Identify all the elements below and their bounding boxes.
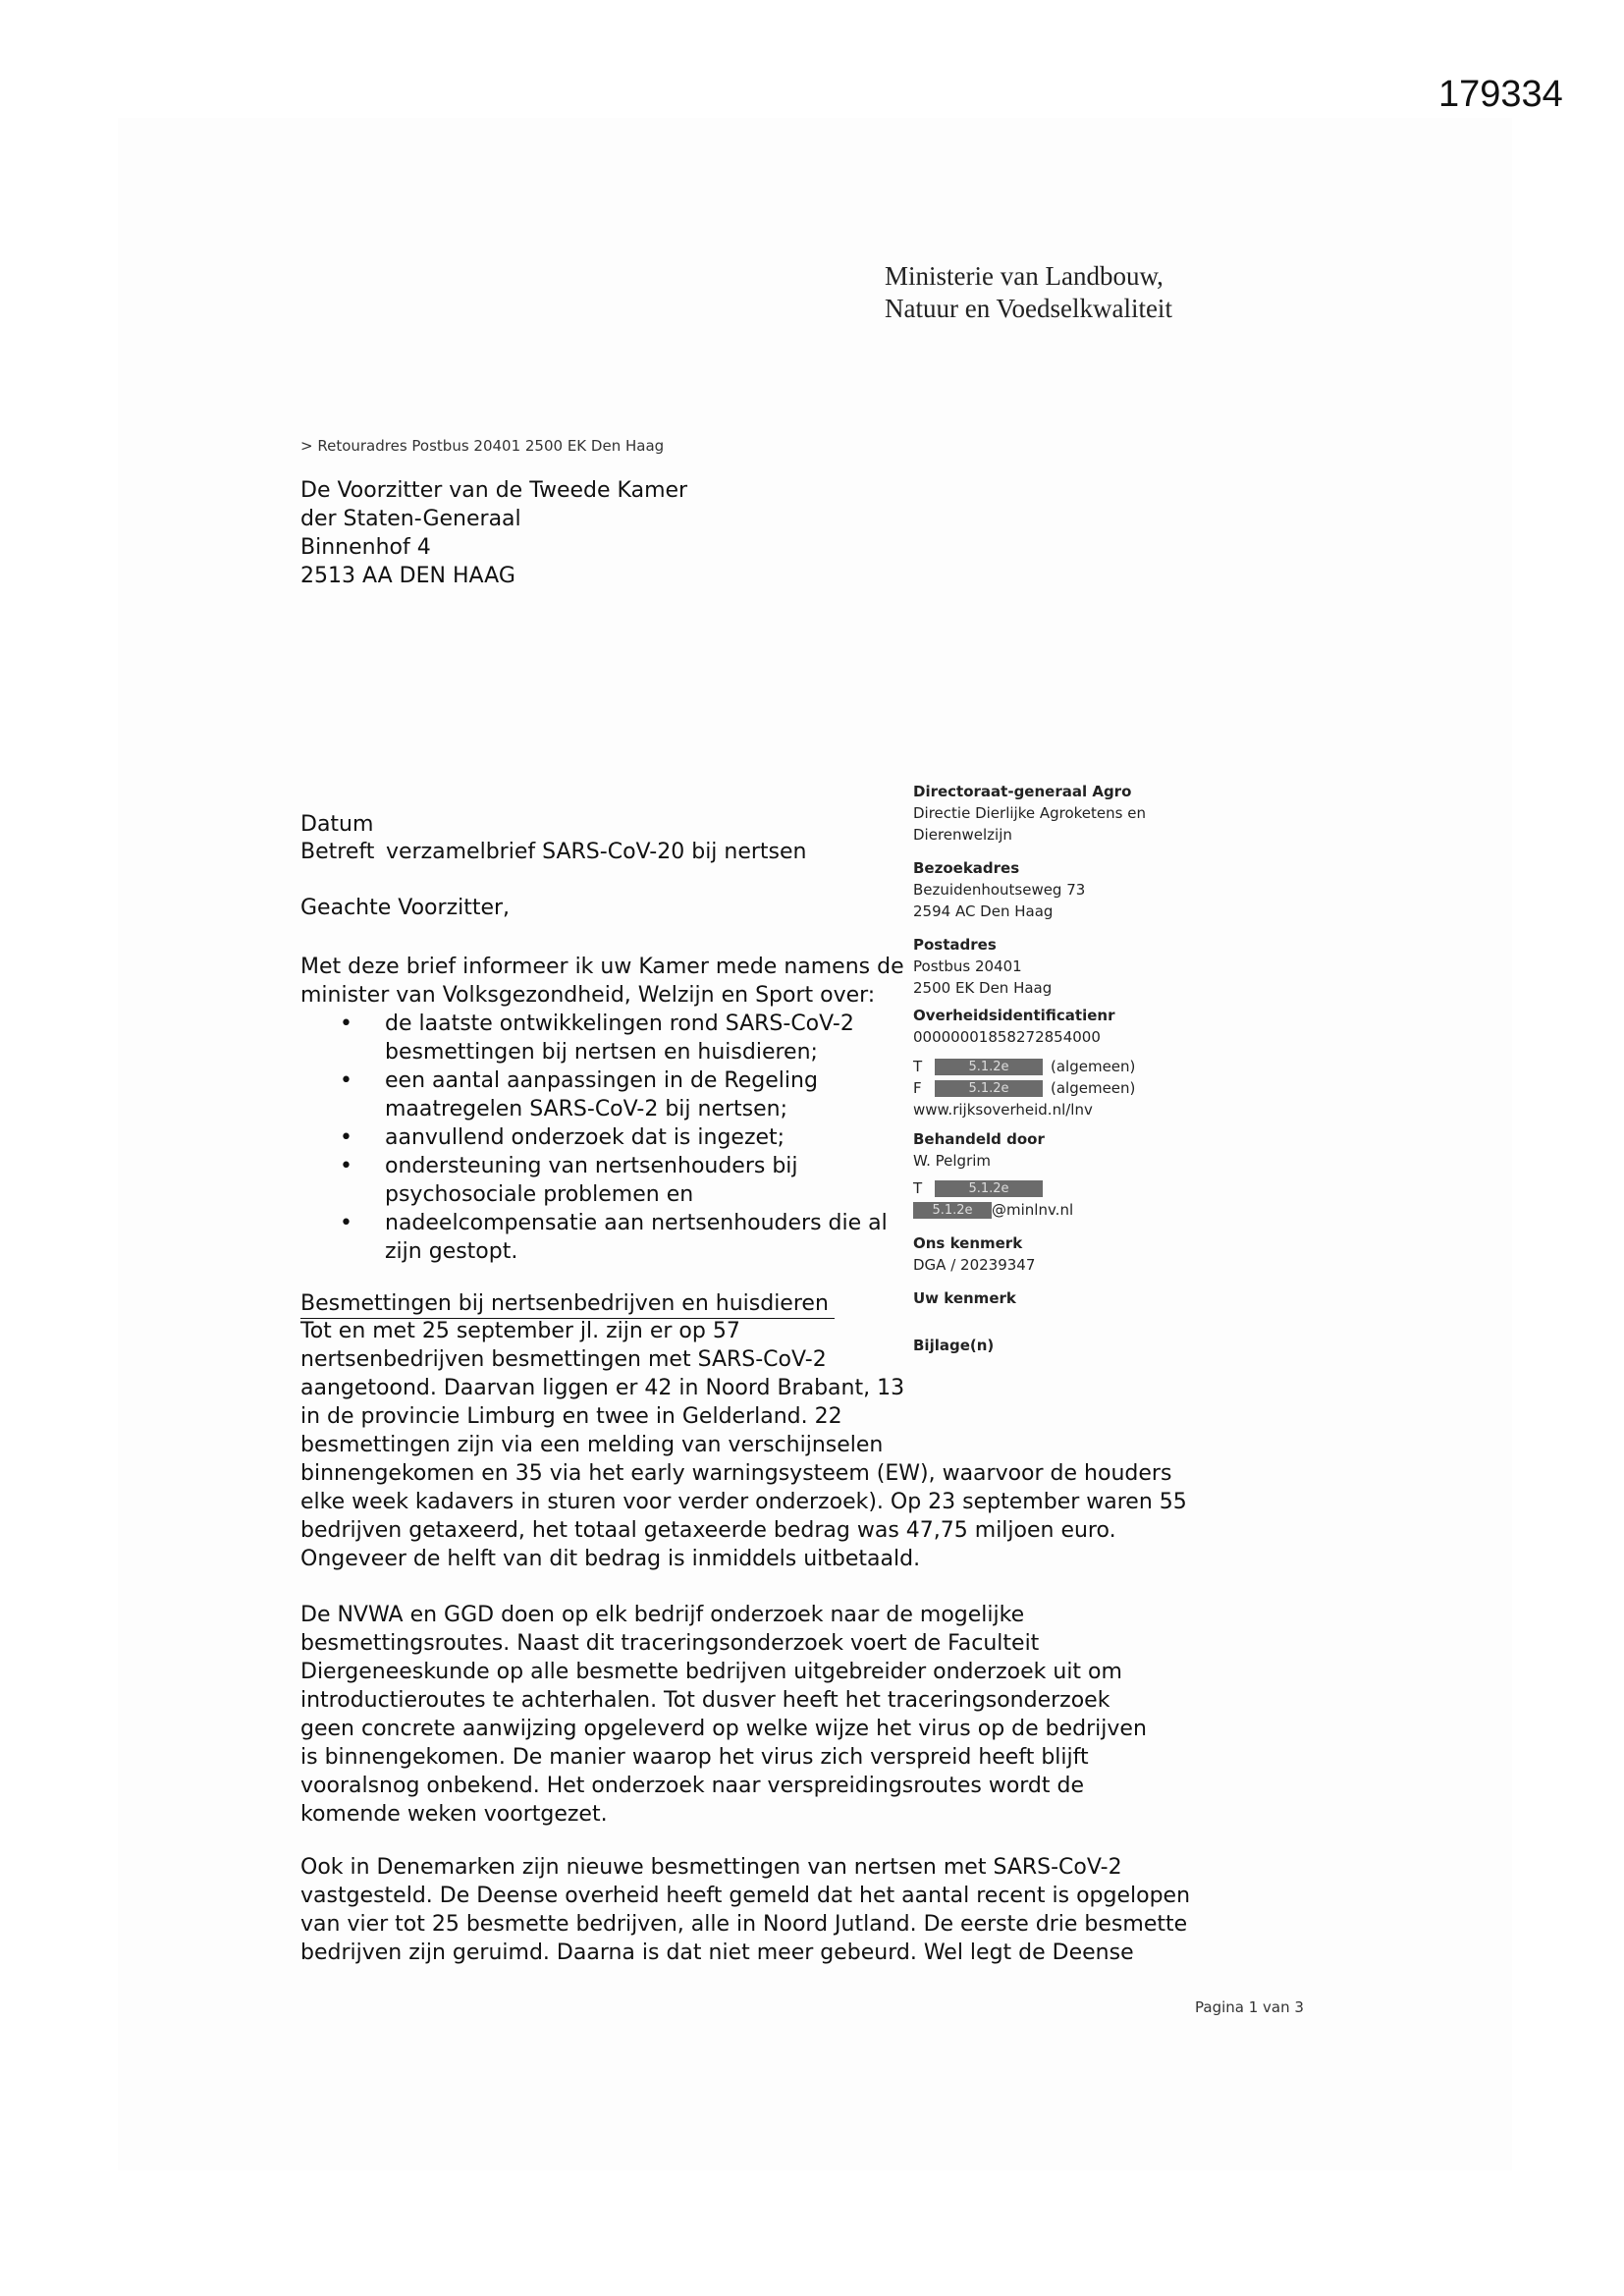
intro-text: Met deze brief informeer ik uw Kamer mede namens de minister van Volksgezondheid, Welzijn en Sport over: [300, 955, 904, 1008]
oin-heading: Overheidsidentificatienr [913, 1007, 1115, 1024]
visit-address-heading: Bezoekadres [913, 859, 1020, 877]
list-item: • aanvullend onderzoek dat is ingezet; [385, 1123, 909, 1152]
handler-heading: Behandeld door [913, 1130, 1045, 1148]
list-item: • een aantal aanpassingen in de Regeling maatregelen SARS-CoV-2 bij nertsen; [385, 1066, 909, 1123]
datum-label: Datum [300, 812, 374, 837]
salutation: Geachte Voorzitter, [300, 896, 511, 920]
redacted-email-user: 5.1.2e [913, 1202, 992, 1219]
sidebar-postal-address [913, 934, 1227, 999]
document-number: 179334 [1438, 74, 1563, 115]
directorate-sub-2: Dierenwelzijn [913, 826, 1012, 844]
page-number: Pagina 1 van 3 [1195, 1998, 1304, 2016]
paragraph-1-part-1: Tot en met 25 september jl. zijn er op 57 nertsenbedrijven besmettingen met SARS-CoV-2 aangetoond. Daarvan liggen er 42 in Noord Brabant, 13 in de provincie Limburg en twee in Gelderland. 22 besmettingen zijn via een melding van verschijnselen [300, 1319, 905, 1457]
ministry-logo-text [885, 260, 1172, 325]
postal-address-line-1: Postbus 20401 [913, 957, 1022, 975]
return-address: > Retouradres Postbus 20401 2500 EK Den Haag [300, 437, 665, 455]
recipient-line-1: De Voorzitter van de Tweede Kamer [300, 478, 688, 503]
phone-row [913, 1056, 1227, 1077]
postal-address-line-2: 2500 EK Den Haag [913, 979, 1053, 997]
sidebar-visit-address [913, 857, 1227, 922]
paragraph-3: Ook in Denemarken zijn nieuwe besmettingen van nertsen met SARS-CoV-2 vastgesteld. De Deense overheid heeft gemeld dat het aantal recent is opgelopen van vier tot 25 besmette bedrijven, alle in Noord Jutland. De eerste drie besmette bedrijven zijn geruimd. Daarna is dat niet meer gebeurd. Wel legt de Deense [300, 1855, 1191, 1965]
handler-phone-row [913, 1177, 1227, 1199]
email-domain: @minlnv.nl [992, 1201, 1074, 1219]
ministry-line-1: Ministerie van Landbouw, [885, 261, 1164, 291]
betreft-value: verzamelbrief SARS-CoV-20 bij nertsen [386, 840, 807, 864]
list-item: • ondersteuning van nertsenhouders bij psychosociale problemen en [385, 1152, 909, 1209]
sidebar-our-reference [913, 1232, 1227, 1276]
fax-label: F [913, 1079, 922, 1097]
sidebar-directorate [913, 781, 1227, 846]
handler-name: W. Pelgrim [913, 1152, 992, 1170]
recipient-line-3: Binnenhof 4 [300, 535, 431, 560]
sidebar-handler [913, 1128, 1227, 1221]
datum-row [300, 811, 807, 839]
recipient-address [300, 476, 687, 590]
ministry-line-2: Natuur en Voedselkwaliteit [885, 294, 1172, 323]
website: www.rijksoverheid.nl/lnv [913, 1101, 1093, 1119]
our-reference-heading: Ons kenmerk [913, 1234, 1023, 1252]
intro-section [300, 953, 909, 1266]
fax-qualifier: (algemeen) [1051, 1079, 1136, 1097]
our-reference-value: DGA / 20239347 [913, 1256, 1036, 1274]
fax-row [913, 1077, 1227, 1099]
phone-label: T [913, 1058, 923, 1075]
handler-phone-label: T [913, 1179, 923, 1197]
list-item: • de laatste ontwikkelingen rond SARS-CoV-2 besmettingen bij nertsen en huisdieren; [385, 1010, 909, 1066]
betreft-row [300, 839, 807, 866]
oin-value: 00000001858272854000 [913, 1028, 1101, 1046]
redacted-handler-phone: 5.1.2e [935, 1180, 1043, 1197]
postal-address-heading: Postadres [913, 936, 997, 954]
visit-address-line-1: Bezuidenhoutseweg 73 [913, 881, 1086, 899]
your-reference-heading: Uw kenmerk [913, 1289, 1016, 1307]
sidebar-your-reference [913, 1287, 1227, 1309]
redacted-phone: 5.1.2e [935, 1059, 1043, 1075]
sender-sidebar [913, 781, 1227, 1356]
recipient-line-4: 2513 AA DEN HAAG [300, 564, 515, 588]
directorate-sub-1: Directie Dierlijke Agroketens en [913, 804, 1146, 822]
recipient-line-2: der Staten-Generaal [300, 507, 521, 531]
betreft-label: Betreft [300, 840, 375, 864]
redacted-fax: 5.1.2e [935, 1080, 1043, 1097]
sidebar-contact [913, 1056, 1227, 1121]
handler-email-row [913, 1199, 1227, 1221]
sidebar-oin [913, 1005, 1227, 1048]
phone-qualifier: (algemeen) [1051, 1058, 1136, 1075]
paragraph-1-part-2: binnengekomen en 35 via het early warningsysteem (EW), waarvoor de houders elke week kadavers in sturen voor verder onderzoek). Op 23 september waren 55 bedrijven getaxeerd, het totaal getaxeerde bedrag was 47,75 miljoen euro. Ongeveer de helft van dit bedrag is inmiddels uitbetaald. [300, 1461, 1187, 1571]
visit-address-line-2: 2594 AC Den Haag [913, 902, 1054, 920]
attachments-heading: Bijlage(n) [913, 1337, 995, 1354]
topic-list [300, 1010, 909, 1266]
letter-meta [300, 811, 807, 866]
sidebar-attachments [913, 1335, 1227, 1356]
list-item: • nadeelcompensatie aan nertsenhouders die al zijn gestopt. [385, 1209, 909, 1266]
paragraph-2: De NVWA en GGD doen op elk bedrijf onderzoek naar de mogelijke besmettingsroutes. Naast dit traceringsonderzoek voert de Faculteit Diergeneeskunde op alle besmette bedrijven uitgebreider onderzoek uit om introductieroutes te achterhalen. Tot dusver heeft het traceringsonderzoek geen concrete aanwijzing opgeleverd op welke wijze het virus op de bedrijven is binnengekomen. De manier waarop het virus zich verspreid heeft blijft vooralsnog onbekend. Het onderzoek naar verspreidingsroutes wordt de komende weken voortgezet. [300, 1603, 1147, 1827]
directorate-title: Directoraat-generaal Agro [913, 783, 1132, 800]
section-heading: Besmettingen bij nertsenbedrijven en huisdieren [300, 1289, 835, 1319]
